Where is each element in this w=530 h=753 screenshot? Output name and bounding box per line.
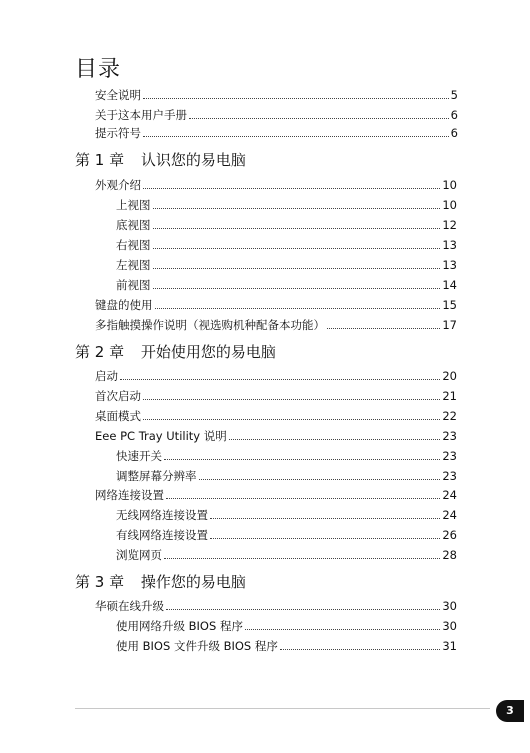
toc-entry[interactable]	[95, 317, 457, 333]
page-number-badge: 3	[496, 700, 524, 722]
toc-leader	[143, 136, 449, 137]
toc-entry[interactable]	[116, 237, 457, 253]
toc-entry-page: 28	[442, 548, 457, 562]
toc-entry-page: 21	[442, 389, 457, 403]
toc-entry-label: 调整屏幕分辨率	[116, 469, 197, 483]
toc-entry-page: 20	[442, 369, 457, 383]
chapter-title: 开始使用您的易电脑	[140, 343, 276, 361]
toc-entry[interactable]	[95, 487, 457, 503]
toc-entry-label: 上视图	[116, 198, 151, 212]
toc-entry[interactable]	[95, 297, 457, 313]
toc-entry-label: 无线网络连接设置	[116, 508, 208, 522]
toc-entry-label: 网络连接设置	[95, 488, 164, 502]
toc-entry-page: 30	[442, 619, 457, 633]
page-title: 目录	[75, 57, 122, 82]
toc-entry-label: 键盘的使用	[95, 298, 153, 312]
toc-entry-page: 23	[442, 429, 457, 443]
toc-entry-label: 浏览网页	[116, 548, 162, 562]
toc-leader	[189, 118, 449, 119]
toc-leader	[153, 248, 441, 249]
footer-divider	[75, 708, 490, 709]
toc-leader	[143, 98, 449, 99]
toc-entry-label: 华硕在线升级	[95, 599, 164, 613]
toc-entry-page: 14	[442, 278, 457, 292]
toc-entry[interactable]	[95, 177, 457, 193]
toc-entry[interactable]	[95, 87, 458, 103]
toc-leader	[327, 328, 440, 329]
toc-entry-page: 26	[442, 528, 457, 542]
chapter-heading[interactable]	[75, 342, 276, 362]
toc-leader	[143, 399, 440, 400]
toc-entry[interactable]	[116, 547, 457, 563]
toc-leader	[245, 629, 440, 630]
toc-entry-label: 外观介绍	[95, 178, 141, 192]
toc-entry[interactable]	[116, 257, 457, 273]
toc-entry-page: 5	[450, 88, 458, 102]
chapter-number: 第 3 章	[75, 573, 125, 591]
toc-entry[interactable]	[95, 368, 457, 384]
toc-entry-page: 31	[442, 639, 457, 653]
toc-entry-label: 提示符号	[95, 126, 141, 140]
chapter-number: 第 2 章	[75, 343, 125, 361]
toc-entry-label: 快速开关	[116, 449, 162, 463]
toc-entry-label: 有线网络连接设置	[116, 528, 208, 542]
toc-entry-page: 24	[442, 488, 457, 502]
toc-entry[interactable]	[116, 507, 457, 523]
toc-leader	[164, 459, 440, 460]
chapter-title: 操作您的易电脑	[140, 573, 246, 591]
toc-entry[interactable]	[116, 217, 457, 233]
toc-entry-page: 23	[442, 469, 457, 483]
toc-leader	[143, 419, 440, 420]
toc-entry[interactable]	[116, 618, 457, 634]
toc-leader	[153, 208, 441, 209]
toc-entry-page: 23	[442, 449, 457, 463]
chapter-heading[interactable]	[75, 572, 246, 592]
toc-leader	[155, 308, 441, 309]
toc-entry-label: 多指触摸操作说明（视选购机种配备本功能）	[95, 318, 325, 332]
toc-entry-page: 6	[450, 108, 458, 122]
toc-entry-label: 桌面模式	[95, 409, 141, 423]
chapter-number: 第 1 章	[75, 151, 125, 169]
toc-entry[interactable]	[95, 598, 457, 614]
toc-entry-page: 15	[442, 298, 457, 312]
toc-entry-page: 13	[442, 238, 457, 252]
toc-leader	[210, 518, 440, 519]
toc-entry-page: 10	[442, 198, 457, 212]
toc-entry-label: 前视图	[116, 278, 151, 292]
toc-entry-page: 13	[442, 258, 457, 272]
toc-entry[interactable]	[95, 107, 458, 123]
toc-entry[interactable]	[116, 638, 457, 654]
toc-entry-page: 17	[442, 318, 457, 332]
toc-entry[interactable]	[95, 428, 457, 444]
toc-entry[interactable]	[95, 125, 458, 141]
toc-leader	[120, 379, 440, 380]
toc-entry-page: 22	[442, 409, 457, 423]
toc-entry[interactable]	[116, 197, 457, 213]
toc-leader	[166, 498, 440, 499]
toc-entry-label: Eee PC Tray Utility 说明	[95, 429, 227, 443]
toc-leader	[153, 268, 441, 269]
toc-entry-label: 关于这本用户手册	[95, 108, 187, 122]
toc-entry[interactable]	[116, 448, 457, 464]
toc-entry-page: 6	[450, 126, 458, 140]
toc-leader	[166, 609, 440, 610]
toc-entry[interactable]	[116, 468, 457, 484]
toc-entry-label: 首次启动	[95, 389, 141, 403]
toc-leader	[143, 188, 440, 189]
toc-leader	[229, 439, 441, 440]
toc-entry-page: 30	[442, 599, 457, 613]
toc-entry[interactable]	[116, 527, 457, 543]
toc-entry-page: 10	[442, 178, 457, 192]
toc-entry-page: 12	[442, 218, 457, 232]
toc-leader	[153, 288, 441, 289]
toc-entry[interactable]	[116, 277, 457, 293]
toc-entry-label: 启动	[95, 369, 118, 383]
toc-entry-label: 右视图	[116, 238, 151, 252]
toc-entry-label: 左视图	[116, 258, 151, 272]
toc-entry[interactable]	[95, 388, 457, 404]
toc-leader	[164, 558, 440, 559]
chapter-title: 认识您的易电脑	[140, 151, 246, 169]
toc-entry-label: 安全说明	[95, 88, 141, 102]
toc-leader	[210, 538, 440, 539]
toc-leader	[199, 479, 441, 480]
toc-leader	[153, 228, 441, 229]
chapter-heading[interactable]	[75, 150, 246, 170]
toc-entry-label: 使用网络升级 BIOS 程序	[116, 619, 243, 633]
toc-entry-label: 使用 BIOS 文件升级 BIOS 程序	[116, 639, 278, 653]
toc-entry-label: 底视图	[116, 218, 151, 232]
toc-leader	[280, 649, 440, 650]
toc-entry[interactable]	[95, 408, 457, 424]
toc-entry-page: 24	[442, 508, 457, 522]
